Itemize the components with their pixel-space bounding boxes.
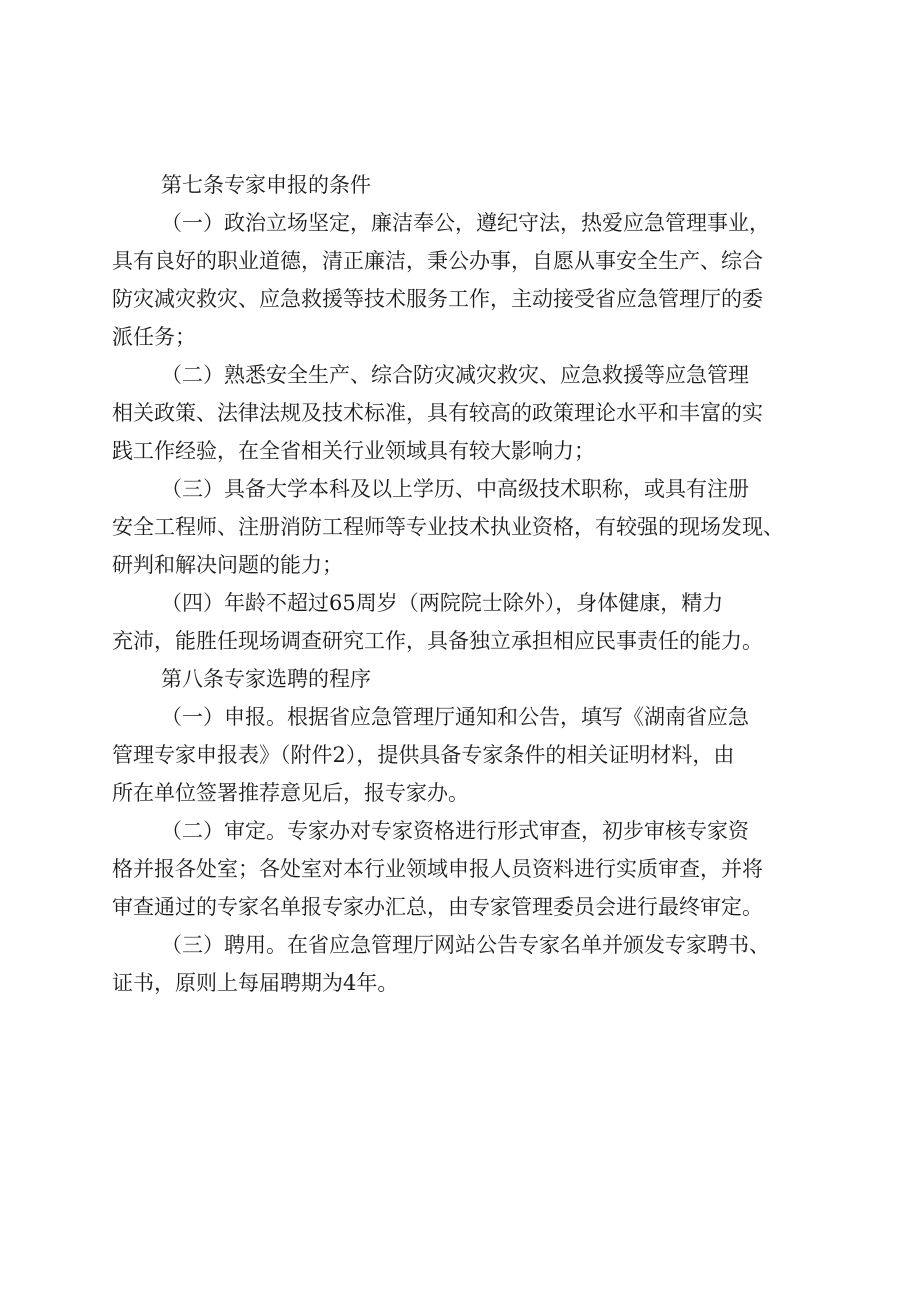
- article-8-heading: 第八条专家选聘的程序: [161, 667, 371, 691]
- document-body: [112, 166, 824, 1002]
- article-7-item-2-line-3: 践工作经验，在全省相关行业领域具有较大影响力；: [112, 439, 595, 463]
- article-7-item-1-line-2: 具有良好的职业道德，清正廉洁，秉公办事，自愿从事安全生产、综合: [112, 249, 763, 273]
- article-8-item-1-line-2: 管理专家申报表》（附件2），提供具备专家条件的相关证明材料，由: [112, 743, 735, 767]
- article-8-item-3-line-1: （三）聘用。在省应急管理厅网站公告专家名单并颁发专家聘书、: [161, 933, 770, 957]
- article-7-item-4-line-1: （四）年龄不超过65周岁（两院院士除外），身体健康，精力: [161, 591, 724, 615]
- article-7-item-1-line-3: 防灾减灾救灾、应急救援等技术服务工作，主动接受省应急管理厅的委: [112, 287, 763, 311]
- article-8-item-2-line-3: 审查通过的专家名单报专家办汇总，由专家管理委员会进行最终审定。: [112, 895, 763, 919]
- article-8-item-2-line-2: 格并报各处室；各处室对本行业领域申报人员资料进行实质审查，并将: [112, 857, 763, 881]
- article-8-item-2-line-1: （二）审定。专家办对专家资格进行形式审查，初步审核专家资: [161, 819, 749, 843]
- article-7-item-1-line-1: （一）政治立场坚定，廉洁奉公，遵纪守法，热爱应急管理事业，: [161, 211, 770, 235]
- article-7-item-3-line-3: 研判和解决问题的能力；: [112, 553, 343, 577]
- article-8-item-1-line-3: 所在单位签署推荐意见后，报专家办。: [112, 781, 469, 805]
- article-8-item-3-line-2: 证书，原则上每届聘期为4年。: [112, 971, 399, 995]
- article-7-heading: 第七条专家申报的条件: [161, 173, 371, 197]
- article-7-item-2-line-2: 相关政策、法律法规及技术标准，具有较高的政策理论水平和丰富的实: [112, 401, 763, 425]
- article-7-item-3-line-1: （三）具备大学本科及以上学历、中高级技术职称，或具有注册: [161, 477, 749, 501]
- article-7-item-2-line-1: （二）熟悉安全生产、综合防灾减灾救灾、应急救援等应急管理: [161, 363, 749, 387]
- article-7-item-1-line-4: 派任务；: [112, 325, 196, 349]
- article-8-item-1-line-1: （一）申报。根据省应急管理厅通知和公告，填写《湖南省应急: [161, 705, 749, 729]
- article-7-item-3-line-2: 安全工程师、注册消防工程师等专业技术执业资格，有较强的现场发现、: [112, 515, 784, 539]
- article-7-item-4-line-2: 充沛，能胜任现场调查研究工作，具备独立承担相应民事责任的能力。: [112, 629, 763, 653]
